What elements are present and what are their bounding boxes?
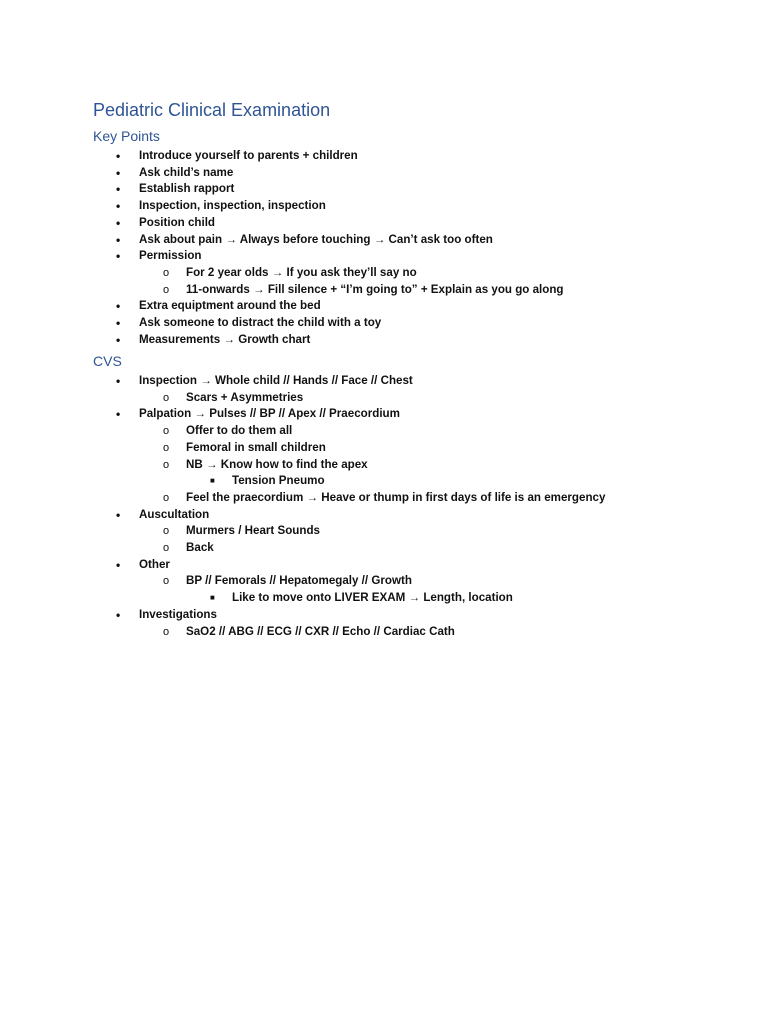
- list-item: [163, 390, 304, 407]
- circle-bullet-icon: o: [163, 542, 170, 554]
- list-item: [163, 490, 606, 507]
- square-bullet-icon: ■: [210, 593, 215, 603]
- list-item: [116, 607, 217, 624]
- list-item-text: Feel the praecordium → Heave or thump in first days of life is an emergency: [186, 490, 606, 504]
- bullet-icon: •: [116, 249, 121, 264]
- list-item: [163, 440, 326, 457]
- list-item: [163, 624, 455, 641]
- list-item-text: For 2 year olds → If you ask they’ll say no: [186, 265, 417, 279]
- bullet-icon: •: [116, 149, 121, 163]
- list-item-text: Back: [186, 541, 214, 554]
- list-item-text: Measurements → Growth chart: [139, 332, 311, 346]
- list-item-text: Auscultation: [139, 507, 210, 521]
- bullet-icon: •: [116, 215, 121, 230]
- list-item: [116, 148, 358, 165]
- bullet-icon: •: [116, 507, 121, 522]
- list-item-text: Investigations: [139, 607, 217, 621]
- bullet-icon: •: [116, 299, 121, 314]
- circle-bullet-icon: o: [163, 283, 170, 296]
- list-item-text: Murmers / Heart Sounds: [186, 524, 321, 538]
- circle-bullet-icon: o: [163, 425, 170, 438]
- circle-bullet-icon: o: [163, 391, 170, 404]
- list-item: [116, 557, 170, 574]
- list-item-text: Tension Pneumo: [232, 474, 325, 488]
- list-item-text: Permission: [139, 249, 202, 263]
- list-item-text: Introduce yourself to parents + children: [139, 149, 358, 162]
- bullet-icon: •: [116, 374, 121, 388]
- circle-bullet-icon: o: [163, 458, 170, 471]
- list-item: [210, 473, 325, 490]
- list-item: [116, 298, 321, 315]
- section-heading: CVS: [93, 353, 122, 369]
- list-item-text: Ask child’s name: [139, 165, 234, 179]
- list-item-text: Femoral in small children: [186, 440, 326, 454]
- document-title: Pediatric Clinical Examination: [93, 100, 331, 120]
- list-item: [116, 406, 400, 423]
- bullet-icon: •: [116, 332, 121, 347]
- list-item: [116, 315, 382, 332]
- list-item-text: Palpation → Pulses // BP // Apex // Praecordium: [139, 407, 400, 421]
- list-item: [116, 215, 216, 232]
- list-item: [116, 373, 413, 390]
- list-item-text: BP // Femorals // Hepatomegaly // Growth: [186, 574, 412, 588]
- bullet-icon: •: [116, 607, 121, 622]
- square-bullet-icon: ■: [210, 476, 215, 486]
- list-item: [163, 282, 564, 299]
- list-item: [116, 507, 210, 524]
- list-item: [116, 165, 234, 182]
- circle-bullet-icon: o: [163, 575, 170, 588]
- bullet-icon: •: [116, 316, 121, 330]
- circle-bullet-icon: o: [163, 525, 170, 538]
- list-item: [116, 181, 235, 198]
- list-item-text: Offer to do them all: [186, 424, 293, 438]
- list-item-text: 11-onwards → Fill silence + “I’m going to” + Explain as you go along: [186, 282, 564, 296]
- list-item: [116, 248, 202, 265]
- list-item: [116, 232, 493, 249]
- list-item-text: Ask someone to distract the child with a toy: [139, 316, 382, 329]
- list-item-text: SaO2 // ABG // ECG // CXR // Echo // Cardiac Cath: [186, 624, 455, 638]
- list-item-text: NB → Know how to find the apex: [186, 457, 368, 471]
- bullet-icon: •: [116, 232, 121, 247]
- list-item-text: Inspection, inspection, inspection: [139, 199, 326, 213]
- list-item: [163, 265, 417, 282]
- bullet-icon: •: [116, 165, 121, 180]
- circle-bullet-icon: o: [163, 441, 170, 454]
- list-item: [116, 332, 311, 349]
- list-item-text: Establish rapport: [139, 182, 235, 196]
- circle-bullet-icon: o: [163, 491, 170, 504]
- list-item-text: Position child: [139, 215, 216, 229]
- list-item-text: Ask about pain → Always before touching → Can’t ask too often: [139, 232, 493, 246]
- list-item-text: Extra equiptment around the bed: [139, 299, 321, 313]
- list-item-text: Inspection → Whole child // Hands // Face // Chest: [139, 374, 413, 387]
- list-item: [163, 457, 368, 474]
- bullet-icon: •: [116, 557, 121, 572]
- section-heading: Key Points: [93, 128, 160, 144]
- list-item: [163, 540, 214, 557]
- circle-bullet-icon: o: [163, 625, 170, 638]
- list-item: [163, 423, 293, 440]
- list-item: [163, 573, 412, 590]
- circle-bullet-icon: o: [163, 266, 170, 279]
- list-item: [116, 198, 326, 215]
- list-item-text: Scars + Asymmetries: [186, 390, 304, 404]
- list-item: [163, 523, 321, 540]
- bullet-icon: •: [116, 199, 121, 214]
- bullet-icon: •: [116, 182, 121, 197]
- bullet-icon: •: [116, 407, 121, 422]
- list-item-text: Like to move onto LIVER EXAM → Length, location: [232, 591, 513, 605]
- list-item-text: Other: [139, 557, 170, 571]
- list-item: [210, 590, 513, 607]
